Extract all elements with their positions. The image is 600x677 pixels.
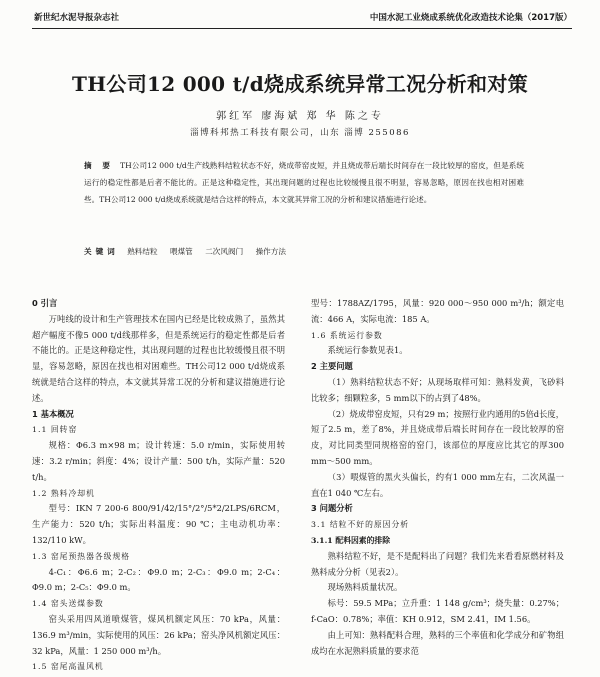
section-heading: 2 主要问题	[311, 361, 353, 372]
section-heading: 3 问题分析	[311, 503, 353, 514]
abstract-label: 摘 要	[84, 161, 115, 170]
article-title: TH公司12 000 t/d烧成系统异常工况分析和对策	[72, 72, 528, 96]
subsection-heading: 1.4 窑头送煤参数	[32, 599, 104, 609]
subsection-heading: 1.5 窑尾高温风机	[32, 662, 104, 672]
keyword: 二次风阀门	[205, 247, 244, 256]
author: 郑 华	[306, 111, 339, 122]
author: 廖海斌	[261, 111, 301, 122]
right-column	[311, 296, 564, 659]
subsection-heading: 3.1 结粒不好的原因分析	[311, 520, 410, 530]
spec-paragraph: 现场熟料质量状况。	[327, 582, 403, 593]
subsubsection-heading: 3.1.1 配料因素的排除	[311, 535, 390, 545]
keywords	[84, 246, 524, 257]
subsection-heading: 1.1 回转窑	[32, 425, 78, 435]
journal-header: 新世纪水泥导报杂志社	[34, 13, 120, 23]
section-heading: 0 引言	[32, 298, 58, 308]
abstract-text: TH公司12 000 t/d生产线熟料结粒状态不好，烧成带窑皮短，并且烧成带后端长时间存在一段比较厚的窑皮，但是系统运行的稳定性都是后者不能比的。正是这种稳定性，其出现问题的过程也比较缓慢且很不明显，容易忽略，原因在找也相对困难些。TH公司12 000 t/d烧成系统就是结合这样的特点，本文就其异常工况的分析和建议措施进行论述。	[84, 161, 524, 204]
spec-paragraph: 型号：1788AZ/1795，风量：920 000～950 000 m³/h；额定电流：466 A，实际电流：185 A。	[311, 298, 564, 324]
paragraph: 万吨线的设计和生产管理技术在国内已经是比较成熟了，虽然其超产幅度不像5 000 t/d线那样多，但是系统运行的稳定性都是后者不能比的。正是这种稳定性，其出现问题的过程也比较缓慢且很不明显，容易忽略，原因在找也相对困难些。TH公司12 000 t/d烧成系统就是结合这样的特点，本文就其异常工况的分析和建议措施进行论述。	[32, 313, 285, 403]
spec-paragraph: 型号：IKN 7 200-6 800/91/42/15°/2°/5*2/2LPS/6RCM，生产能力：520 t/h；实际出料温度：90 ℃；主电动机功率：132/110 kW。	[32, 503, 285, 545]
keywords-label: 关键词	[84, 247, 119, 256]
paragraph: （2）烧成带窑皮短，只有29 m；按照行业内通用的5倍d长度，短了2.5 m，差了8%，并且烧成带后端长时间存在一段比较厚的窑皮，对比同类型同规格窑的窑门，该部位的厚度应比其它的厚300 mm～500 mm。	[311, 408, 564, 466]
spec-paragraph: 规格：Φ6.3 m×98 m；设计转速：5.0 r/min，实际使用转速：3.2 r/min；斜度：4%；设计产量：500 t/h，实际产量：520 t/h。	[32, 440, 285, 482]
affiliation: 淄博科邦热工科技有限公司，山东 淄博 255086	[190, 128, 410, 138]
book-header: 中国水泥工业烧成系统优化改造技术论集（2017版）	[369, 13, 572, 23]
subsection-heading: 1.3 窑尾预热器各级规格	[32, 551, 131, 561]
author-list	[0, 107, 600, 122]
keyword: 操作方法	[255, 247, 286, 256]
subsection-heading: 1.6 系统运行参数	[311, 330, 383, 340]
keyword: 喂煤管	[170, 247, 193, 256]
paragraph: 由上可知：熟料配料合理，熟料的三个率值和化学成分和矿物组成均在水泥熟料质量的要求范	[311, 629, 564, 656]
paragraph: （1）熟料结粒状态不好；从现场取样可知：熟料发黄，飞砂料比较多；细颗粒多，5 mm以下的占到了48%。	[311, 376, 564, 403]
subsection-heading: 1.2 熟料冷却机	[32, 488, 95, 498]
paragraph: 熟料结粒不好，是不是配料出了问题？我们先来看看原燃材料及熟料成分分析（见表2）。	[311, 550, 564, 577]
spec-paragraph: 系统运行参数见表1。	[327, 345, 408, 356]
keyword: 熟料结粒	[127, 247, 158, 256]
abstract	[84, 157, 524, 208]
paragraph: （3）喂煤管的黑火头偏长，约有1 000 mm左右，二次风温一直在1 040 ℃左右。	[311, 471, 564, 498]
spec-paragraph: 4-C₁：Φ6.6 m；2-C₂：Φ9.0 m；2-C₃：Φ9.0 m；2-C₄：Φ9.0 m；2-C₅：Φ9.0 m。	[32, 566, 285, 593]
spec-paragraph: 窑头采用四风道喷煤管，煤风机额定风压：70 kPa，风量：136.9 m³/min，实际使用的风压：26 kPa；窑头净风机额定风压：32 kPa，风量：1 250 000 m³/h。	[32, 613, 285, 656]
author: 郭红军	[216, 111, 256, 122]
paragraph: 标号：59.5 MPa；立升重：1 148 g/cm³；烧失量：0.27%；f-CaO：0.78%；率值：KH 0.912，SM 2.41，IM 1.56。	[311, 598, 564, 624]
left-column	[32, 296, 285, 675]
header-rule	[32, 28, 572, 29]
author: 陈之专	[344, 111, 384, 122]
section-heading: 1 基本概况	[32, 408, 74, 419]
